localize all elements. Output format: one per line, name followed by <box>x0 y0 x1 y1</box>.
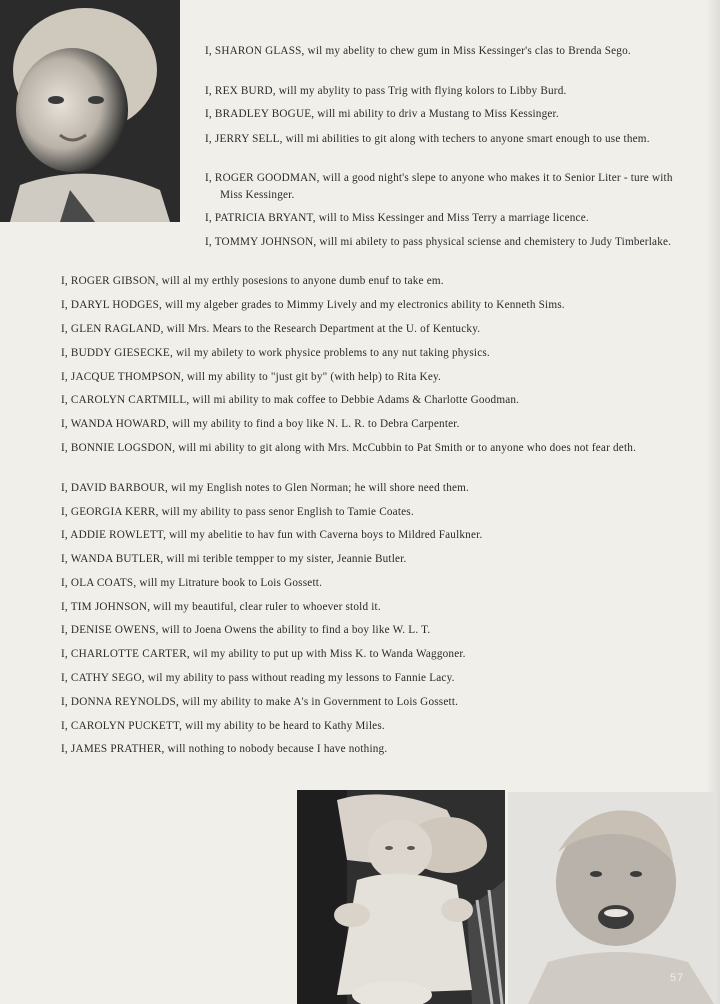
will-entry: I, CAROLYN PUCKETT, will my ability to be heard to Kathy Miles. <box>61 720 385 732</box>
will-entry: I, JACQUE THOMPSON, will my ability to "just git by" (with help) to Rita Key. <box>61 371 442 383</box>
will-entry: I, DENISE OWENS, will to Joena Owens the ability to find a boy like W. L. T. <box>61 624 431 636</box>
will-entry: I, TOMMY JOHNSON, will mi abilety to pass physical sciense and chemistery to Judy Timberlake. <box>205 236 672 248</box>
will-entry: I, OLA COATS, will my Litrature book to Lois Gossett. <box>61 577 323 589</box>
will-entry: I, ROGER GOODMAN, will a good night's slepe to anyone who makes it to Senior Liter - ture with Miss Kessinger. <box>205 172 673 201</box>
will-entry: I, PATRICIA BRYANT, will to Miss Kessinger and Miss Terry a marriage licence. <box>205 212 589 224</box>
will-entry: I, DONNA REYNOLDS, will my ability to make A's in Government to Lois Gossett. <box>61 696 459 708</box>
will-entry: I, TIM JOHNSON, will my beautiful, clear ruler to whoever stold it. <box>61 601 381 613</box>
will-entry: I, GEORGIA KERR, will my ability to pass senor English to Tamie Coates. <box>61 506 414 518</box>
will-entry: I, ROGER GIBSON, will al my erthly posesions to anyone dumb enuf to take em. <box>61 275 444 287</box>
will-entry: I, CAROLYN CARTMILL, will mi ability to mak coffee to Debbie Adams & Charlotte Goodman. <box>61 394 520 406</box>
will-entry: I, CATHY SEGO, wil my ability to pass without reading my lessons to Fannie Lacy. <box>61 672 455 684</box>
will-entry: I, GLEN RAGLAND, will Mrs. Mears to the Research Department at the U. of Kentucky. <box>61 323 481 335</box>
page-number: 57 <box>670 972 685 984</box>
will-entry: I, BUDDY GIESECKE, wil my abilety to work physice problems to any nut taking physics. <box>61 347 490 359</box>
will-entry: I, BONNIE LOGSDON, will mi ability to git along with Mrs. McCubbin to Pat Smith or to anyone who does not fear deth. <box>61 442 637 454</box>
will-entry: I, ADDIE ROWLETT, will my abelitie to hav fun with Caverna boys to Mildred Faulkner. <box>61 529 483 541</box>
laughing-baby-photo <box>508 792 714 1004</box>
baby-on-chair-photo <box>297 790 505 1004</box>
will-entry: I, WANDA BUTLER, will mi terible tempper to my sister, Jeannie Butler. <box>61 553 407 565</box>
will-entry: I, SHARON GLASS, wil my abelity to chew gum in Miss Kessinger's clas to Brenda Sego. <box>205 45 631 57</box>
will-entry: I, WANDA HOWARD, will my ability to find a boy like N. L. R. to Debra Carpenter. <box>61 418 460 430</box>
will-entry: I, CHARLOTTE CARTER, wil my ability to put up with Miss K. to Wanda Waggoner. <box>61 648 466 660</box>
will-entry: I, REX BURD, will my abylity to pass Trig with flying kolors to Libby Burd. <box>205 85 567 97</box>
child-portrait-photo <box>0 0 180 222</box>
will-entry: I, JERRY SELL, will mi abilities to git along with techers to anyone smart enough to use them. <box>205 133 650 145</box>
will-entry: I, DARYL HODGES, will my algeber grades to Mimmy Lively and my electronics ability to Kenneth Sims. <box>61 299 565 311</box>
will-entry: I, BRADLEY BOGUE, will mi ability to driv a Mustang to Miss Kessinger. <box>205 108 559 120</box>
will-entry: I, DAVID BARBOUR, wil my English notes to Glen Norman; he will shore need them. <box>61 482 470 494</box>
will-entry: I, JAMES PRATHER, will nothing to nobody because I have nothing. <box>61 743 388 755</box>
